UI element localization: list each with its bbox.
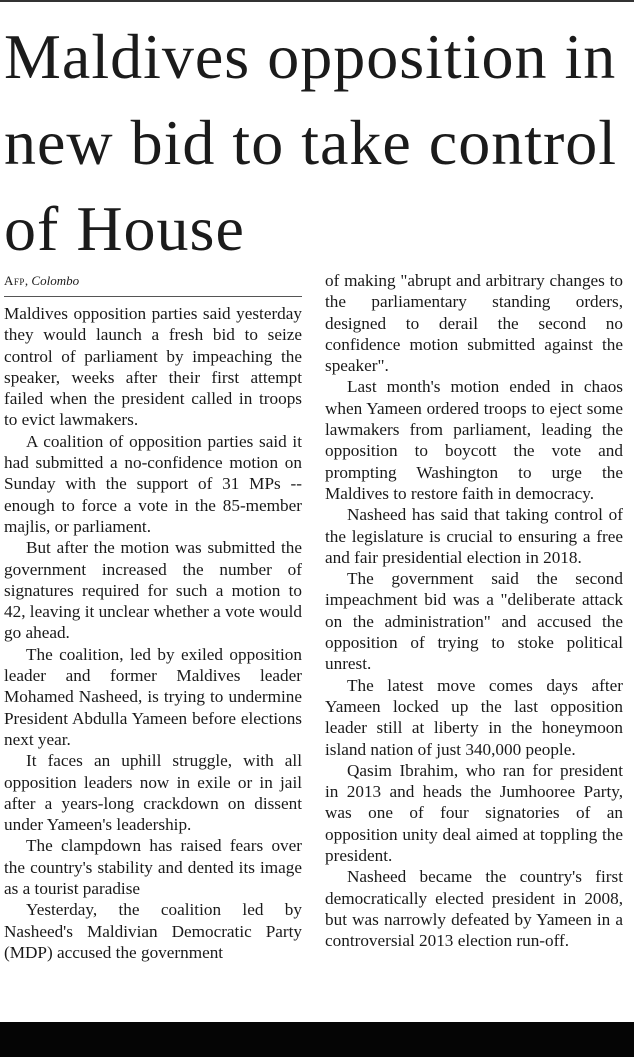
paragraph: The government said the second impeachment bid was a "deliberate attack on the administration" and accused the opposition of trying to stoke political unrest. — [325, 569, 623, 674]
paragraph: Nasheed has said that taking control of the legislature is crucial to ensuring a free and fair presidential election in 2018. — [325, 505, 623, 567]
byline — [4, 270, 302, 297]
paragraph: The latest move comes days after Yameen locked up the last opposition leader still at liberty in the honeymoon island nation of just 340,000 people. — [325, 675, 623, 759]
article-column-left — [4, 270, 302, 963]
byline-agency: Afp — [4, 273, 25, 288]
top-rule — [0, 0, 634, 2]
paragraph: The coalition, led by exiled opposition leader and former Maldives leader Mohamed Nasheed, is trying to undermine President Abdulla Yameen before elections next year. — [4, 644, 302, 749]
paragraph: of making "abrupt and arbitrary changes to the parliamentary standing orders, designed to derail the second no confidence motion submitted against the speaker". — [325, 271, 623, 376]
paragraph: Last month's motion ended in chaos when Yameen ordered troops to eject some lawmakers from parliament, leading the opposition to boycott the vote and prompting Washington to urge the Maldives to restore faith in democracy. — [325, 377, 623, 503]
paragraph: Maldives opposition parties said yesterday they would launch a fresh bid to seize control of parliament by impeaching the speaker, weeks after their first attempt failed when the president called in troops to evict lawmakers. — [4, 304, 302, 430]
paragraph: But after the motion was submitted the government increased the number of signatures required for such a motion to 42, leaving it unclear whether a vote would go ahead. — [4, 538, 302, 643]
paragraph: Nasheed became the country's first democratically elected president in 2008, but was narrowly defeated by Yameen in a controversial 2013 election run-off. — [325, 867, 623, 951]
bottom-dark-band — [0, 1022, 634, 1057]
paragraph: Qasim Ibrahim, who ran for president in 2013 and heads the Jumhooree Party, was one of four signatories of an opposition unity deal aimed at toppling the president. — [325, 760, 623, 866]
paragraph: It faces an uphill struggle, with all opposition leaders now in exile or in jail after a years-long crackdown on dissent under Yameen's leadership. — [4, 751, 302, 835]
article-column-right — [325, 270, 623, 952]
paragraph: The clampdown has raised fears over the country's stability and dented its image as a tourist paradise — [4, 836, 302, 899]
byline-place: Colombo — [31, 273, 80, 288]
paragraph: Yesterday, the coalition led by Nasheed's Maldivian Democratic Party (MDP) accused the government — [4, 900, 302, 962]
paragraph: A coalition of opposition parties said it had submitted a no-confidence motion on Sunday with the support of 31 MPs -- enough to force a vote in the 85-member majlis, or parliament. — [4, 431, 302, 536]
byline-separator: , — [24, 273, 29, 288]
headline: Maldives opposition in new bid to take control of House — [4, 21, 618, 264]
